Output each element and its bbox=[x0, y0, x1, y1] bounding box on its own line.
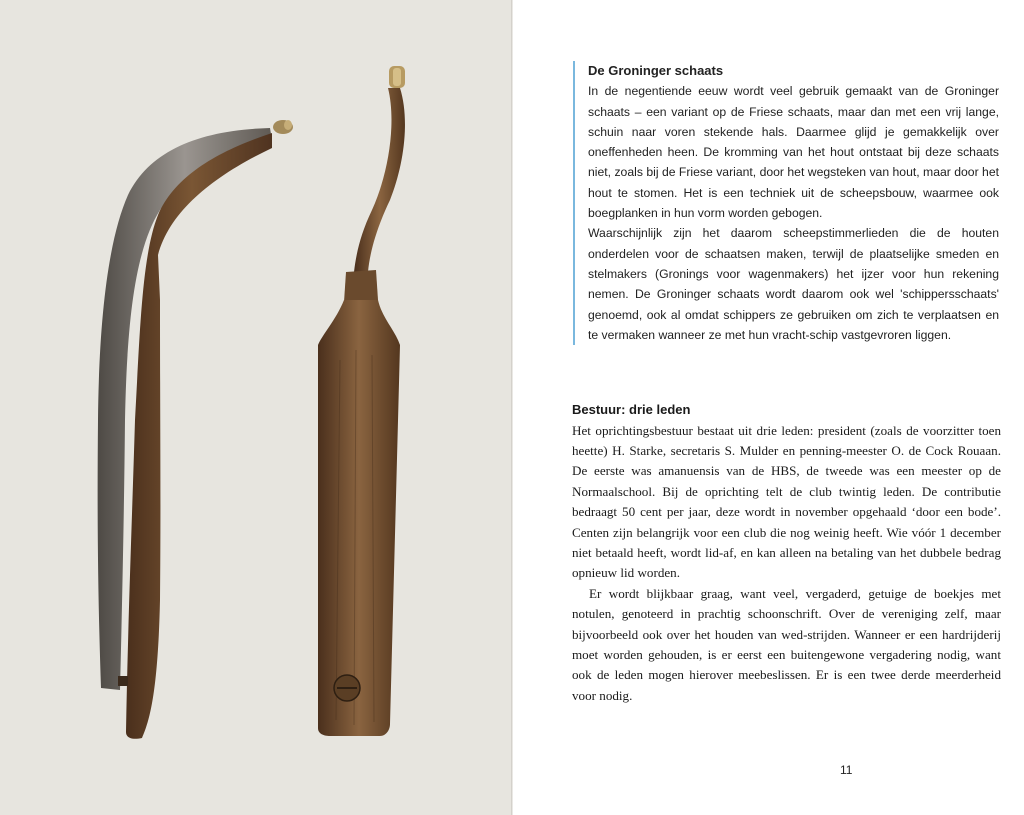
sidebar-title: De Groninger schaats bbox=[588, 63, 724, 78]
body-paragraph: Er wordt blijkbaar graag, want veel, vergaderd, getuige de boekjes met notulen, genoteerd in prachtig schoonschrift. Over de vereniging zelf, maar bijvoorbeeld ook over het houden van wed-strijden. Wanneer er een hardrijderij moet worden gehouden, is er eerst een buitengewone vergadering nodig, want ook de leden mogen hierover meebeslissen. Er is een twee derde meerderheid voor nodig. bbox=[572, 585, 1001, 703]
sidebar-paragraph: In de negentiende eeuw wordt veel gebruik gemaakt van de Groninger schaats – een variant op de Friese schaats, maar dan met een vrij lange, schuin naar voren stekende hals. Daarmee glijd je gemakkelijk over oneffenheden heen. De kromming van het hout ontstaat bij deze schaats niet, zoals bij de Friese variant, door het wegsteken van hout, maar door het hout te stomen. Het is een techniek uit de scheepsbouw, waarmee ook boegplanken in hun vorm worden gebogen. bbox=[588, 84, 999, 221]
section-heading: Bestuur: drie leden bbox=[572, 402, 691, 417]
main-section bbox=[572, 400, 1001, 706]
text-page bbox=[513, 0, 1024, 815]
groninger-skate-side-view bbox=[98, 120, 293, 739]
page-number: 11 bbox=[840, 763, 853, 777]
groninger-skate-bottom-view bbox=[318, 66, 405, 736]
sidebar-paragraph: Waarschijnlijk zijn het daarom scheepstimmerlieden die de houten onderdelen voor de schaatsen maken, terwijl de plaatselijke smeden en stelmakers (Gronings voor wagenmakers) het ijzer voor hun rekening nemen. De Groninger schaats wordt daarom ook wel 'schippersschaats' genoemd, ook al omdat schippers ze gebruiken om zich te verplaatsen en te vermaken wanneer ze met hun vracht-schip vastgevroren liggen. bbox=[588, 226, 999, 342]
sidebar-box bbox=[573, 61, 999, 345]
body-paragraph: Het oprichtingsbestuur bestaat uit drie leden: president (zoals de voorzitter toen heette) H. Starke, secretaris S. Mulder en penning-meester O. de Cock Rouaan. De eerste was amanuensis van de HBS, de tweede was een meester op de Normaalschool. Bij de oprichting telt de club twintig leden. De contributie bedraagt 50 cent per jaar, deze wordt in november opgehaald ‘door een bode’. Centen zijn belangrijk voor een club die nog weinig heeft. Wie vóór 1 december niet betaald heeft, wordt lid-af, en kan alleen na betaling van het dubbele bedrag opnieuw lid worden. bbox=[572, 422, 1001, 581]
